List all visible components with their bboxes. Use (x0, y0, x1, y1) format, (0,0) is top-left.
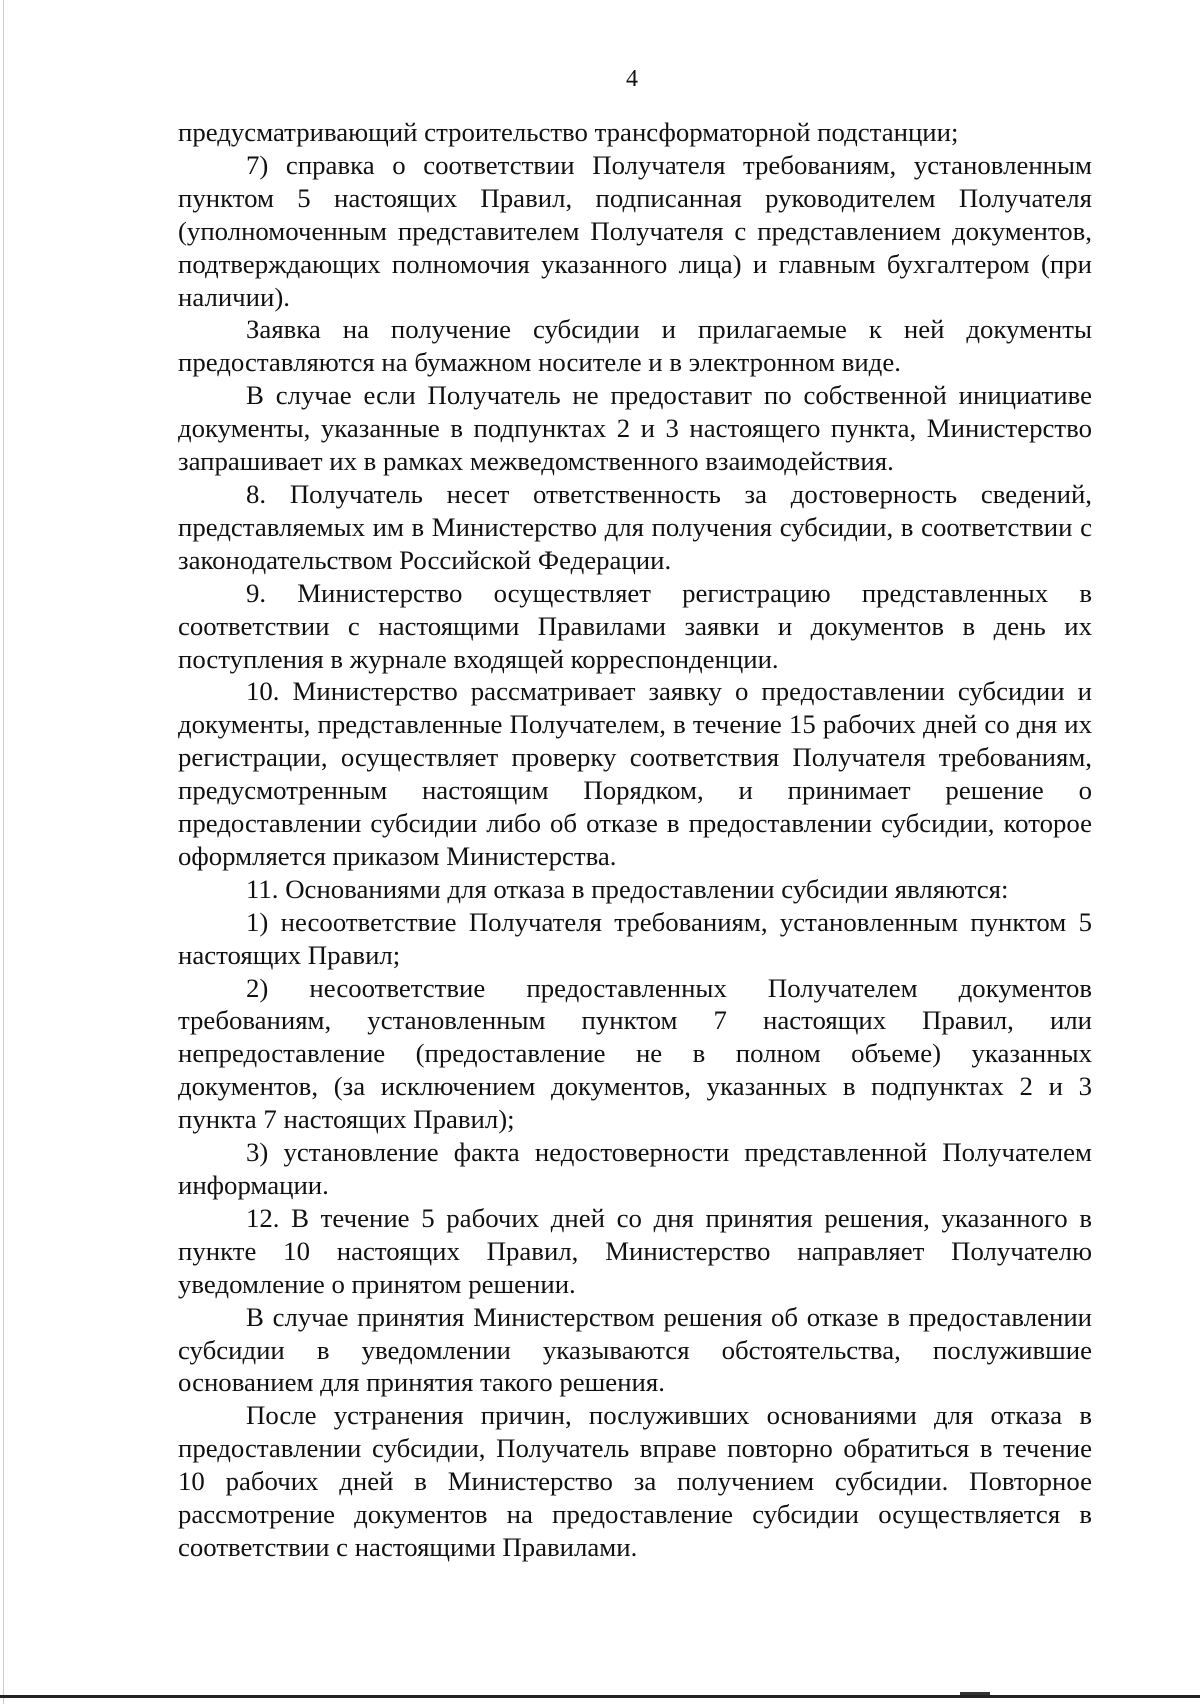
paragraph-clause-11: 11. Основаниями для отказа в предоставлении субсидии являются: (246, 873, 1009, 904)
paragraph-reapplication: После устранения причин, послуживших основаниями для отказа в предоставлении субсидии, Получатель вправе повторно обратиться в течение 10 рабочих дней в Министерство за получением субсидии. Повторное рассмотрение документов на предоставление субсидии осуществляется в соответствии с настоящими Правилами. (178, 1400, 1092, 1562)
paragraph-clause-11-item-1: 1) несоответствие Получателя требованиям, установленным пунктом 5 настоящих Правил; (178, 906, 1092, 970)
scan-edge-bottom (0, 1695, 1200, 1698)
paragraph-application-format: Заявка на получение субсидии и прилагаемые к ней документы предоставляются на бумажном носителе и в электронном виде. (178, 314, 1092, 378)
scan-edge-left (3, 0, 4, 1704)
paragraph-clause-11-item-2: 2) несоответствие предоставленных Получателем документов требованиям, установленным пунктом 7 настоящих Правил, или непредоставление (предоставление не в полном объеме) указанных документов, (за исключением документов, указанных в подпунктах 2 и 3 пункта 7 настоящих Правил); (178, 972, 1092, 1135)
paragraph-item-7: 7) справка о соответствии Получателя требованиям, установленным пунктом 5 настоящих Правил, подписанная руководителем Получателя (уполномоченным представителем Получателя с представлением документов, подтверждающих полномочия указанного лица) и главным бухгалтером (при наличии). (178, 149, 1092, 312)
paragraph-continuation: предусматривающий строительство трансформаторной подстанции; (178, 117, 959, 147)
scan-mark (960, 1692, 990, 1695)
paragraph-refusal-notice: В случае принятия Министерством решения об отказе в предоставлении субсидии в уведомлении указываются обстоятельства, послужившие основанием для принятия такого решения. (178, 1301, 1092, 1398)
paragraph-clause-8: 8. Получатель несет ответственность за достоверность сведений, представляемых им в Министерство для получения субсидии, в соответствии с законодательством Российской Федерации. (178, 478, 1092, 575)
paragraph-clause-9: 9. Министерство осуществляет регистрацию представленных в соответствии с настоящими Правилами заявки и документов в день их поступления в журнале входящей корреспонденции. (178, 577, 1092, 674)
paragraph-interagency-request: В случае если Получатель не предоставит по собственной инициативе документы, указанные в подпунктах 2 и 3 настоящего пункта, Министерство запрашивает их в рамках межведомственного взаимодействия. (178, 380, 1092, 477)
paragraph-clause-12: 12. В течение 5 рабочих дней со дня принятия решения, указанного в пункте 10 настоящих Правил, Министерство направляет Получателю уведомление о принятом решении. (178, 1202, 1092, 1299)
paragraph-clause-11-item-3: 3) установление факта недостоверности представленной Получателем информации. (178, 1137, 1092, 1200)
page-number: 4 (626, 66, 638, 92)
document-body (178, 116, 1092, 1564)
paragraph-clause-10: 10. Министерство рассматривает заявку о предоставлении субсидии и документы, представленные Получателем, в течение 15 рабочих дней со дня их регистрации, осуществляет проверку соответствия Получателя требованиям, предусмотренным настоящим Порядком, и принимает решение о предоставлении субсидии либо об отказе в предоставлении субсидии, которое оформляется приказом Министерства. (178, 676, 1092, 871)
